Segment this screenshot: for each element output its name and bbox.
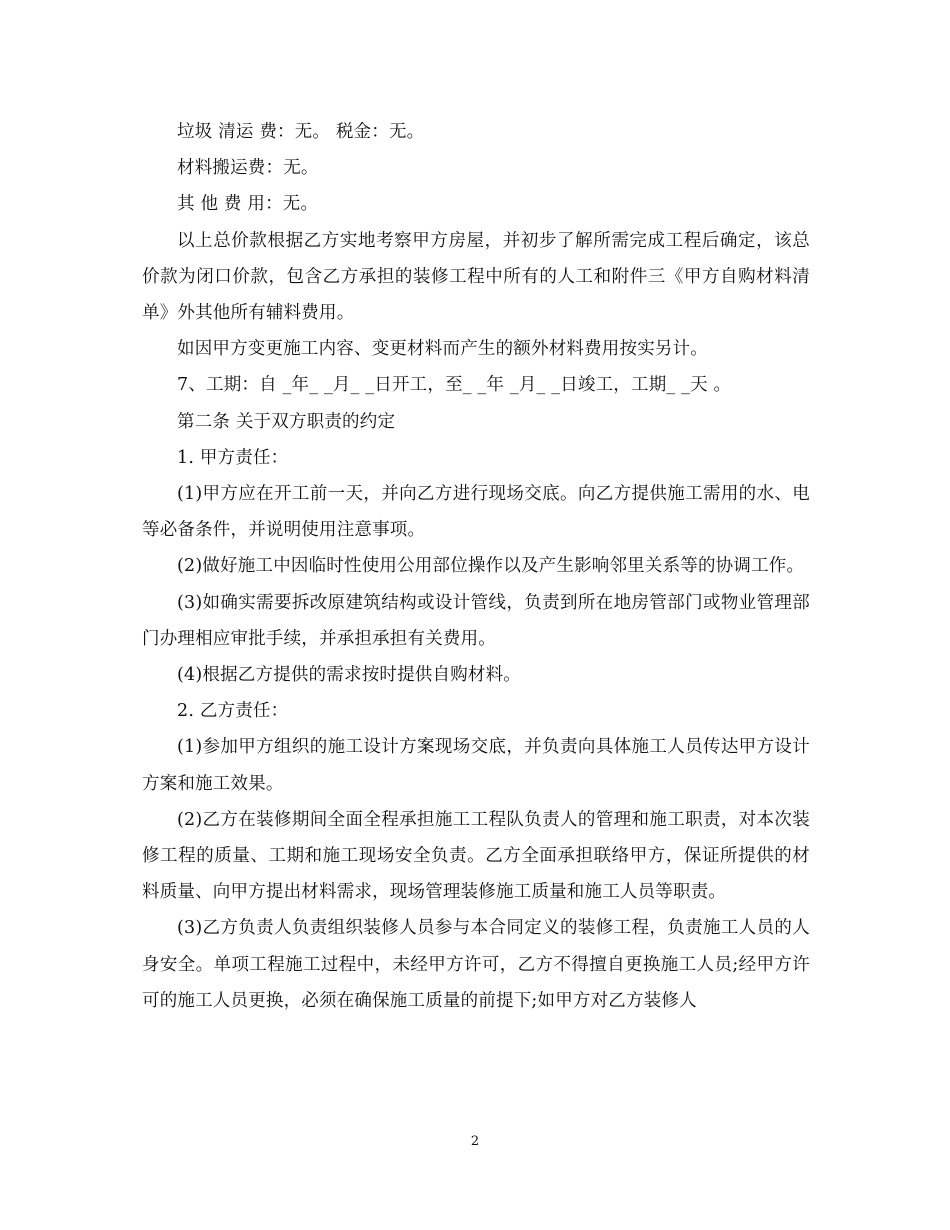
party-b-duty-3: (3)乙方负责人负责组织装修人员参与本合同定义的装修工程，负责施工人员的人身安全。单项工程施工过程中，未经甲方许可，乙方不得擅自更换施工人员;经甲方许可的施工人员更换，必须在确保施工质量的前提下;如甲方对乙方装修人 bbox=[142, 918, 810, 1011]
party-a-duty-2: (2)做好施工中因临时性使用公用部位操作以及产生影响邻里关系等的协调工作。 bbox=[177, 556, 805, 577]
paragraph-total-price-basis: 以上总价款根据乙方实地考察甲方房屋，并初步了解所需完成工程后确定，该总价款为闭口价款，包含乙方承担的装修工程中所有的人工和附件三《甲方自购材料清单》外其他所有辅料费用。 bbox=[142, 230, 810, 324]
paragraph-fees-other: 其 他 费 用：无。 bbox=[177, 194, 319, 215]
paragraph-fees-garbage-tax: 垃圾 清运 费：无。 税金：无。 bbox=[177, 122, 425, 142]
document-body bbox=[142, 114, 810, 1019]
party-b-duty-1: (1)参加甲方组织的施工设计方案现场交底，并负责向具体施工人员传达甲方设计方案和施工效果。 bbox=[142, 737, 810, 794]
paragraph-fees-transport: 材料搬运费：无。 bbox=[177, 158, 319, 179]
paragraph-extra-material-cost: 如因甲方变更施工内容、变更材料而产生的额外材料费用按实另计。 bbox=[177, 339, 708, 360]
party-a-duty-1: (1)甲方应在开工前一天，并向乙方进行现场交底。向乙方提供施工需用的水、电等必备条件，并说明使用注意事项。 bbox=[142, 484, 810, 541]
paragraph-construction-period: 7、工期：自 _年_ _月_ _日开工，至_ _年 _月_ _日竣工，工期_ _天 。 bbox=[177, 375, 732, 396]
section-heading-article-2: 第二条 关于双方职责的约定 bbox=[177, 411, 396, 432]
page-number: 2 bbox=[470, 1134, 480, 1149]
subheading-party-a-duties: 1. 甲方责任： bbox=[177, 447, 289, 468]
party-a-duty-3: (3)如确实需要拆改原建筑结构或设计管线，负责到所在地房管部门或物业管理部门办理相应审批手续，并承担承担有关费用。 bbox=[142, 592, 810, 649]
subheading-party-b-duties: 2. 乙方责任： bbox=[177, 701, 289, 722]
party-a-duty-4: (4)根据乙方提供的需求按时提供自购材料。 bbox=[177, 665, 521, 686]
party-b-duty-2: (2)乙方在装修期间全面全程承担施工工程队负责人的管理和施工职责，对本次装修工程的质量、工期和施工现场安全负责。乙方全面承担联络甲方，保证所提供的材料质量、向甲方提出材料需求，现场管理装修施工质量和施工人员等职责。 bbox=[142, 809, 810, 903]
